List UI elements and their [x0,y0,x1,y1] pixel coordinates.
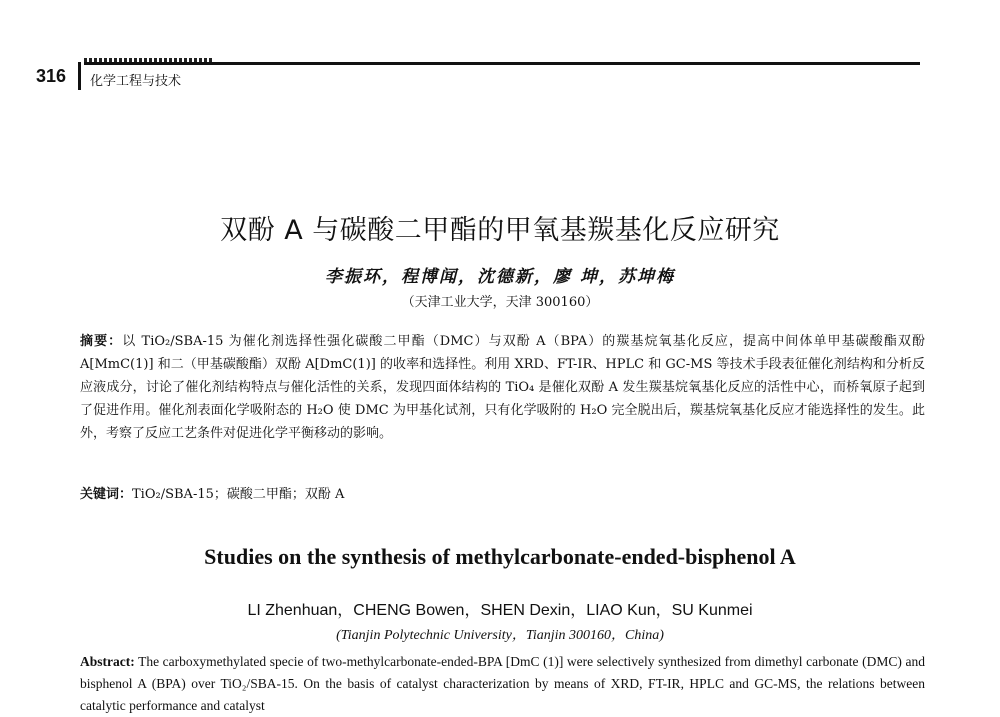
keywords-cn-label: 关键词： [80,487,133,502]
keywords-cn [80,483,344,502]
paper-title-en: Studies on the synthesis of methylcarbonate-ended-bisphenol A [204,544,796,569]
page-number-divider [78,62,81,90]
authors-en: LI Zhenhuan，CHENG Bowen，SHEN Dexin，LIAO Kun，SU Kunmei [247,602,753,619]
abstract-cn [80,330,925,445]
affiliation-cn: （天津工业大学，天津 300160） [401,295,599,310]
abstract-en-label: Abstract: [80,654,135,669]
header-rule [84,62,920,65]
abstract-en-text: The carboxymethylated specie of two-methylcarbonate-ended-BPA [DmC (1)] were selectively synthesized from dimethyl carbonate (DMC) and bisphenol A (BPA) over TiO₂/SBA-15. On the basis of catalyst characterization by means of XRD, FT-IR, HPLC and GC-MS, the relations between catalytic performance and catalyst [80,654,925,713]
affiliation-en: (Tianjin Polytechnic University，Tianjin 300160，China) [336,628,664,643]
authors-cn: 李振环，程博闻，沈德新，廖 坤，苏坤梅 [325,267,675,287]
page-number: 316 [36,66,67,86]
keywords-cn-text: TiO₂/SBA-15；碳酸二甲酯；双酚 A [132,487,345,502]
abstract-cn-label: 摘要： [80,334,123,349]
abstract-en [80,651,925,717]
abstract-cn-text: 以 TiO₂/SBA-15 为催化剂选择性强化碳酸二甲酯（DMC）与双酚 A（BPA）的羰基烷氧基化反应，提高中间体单甲基碳酸酯双酚 A[MmC(1)] 和二（甲基碳酸酯）双酚 A[DmC(1)] 的收率和选择性。利用 XRD、FT-IR、HPLC 和 GC-MS 等技术手段表征催化剂结构和分析反应液成分，讨论了催化剂结构特点与催化活性的关系，发现四面体结构的 TiO₄ 是催化双酚 A 发生羰基烷氧基化反应的活性中心，而桥氧原子起到了促进作用。催化剂表面化学吸附态的 H₂O 使 DMC 为甲基化试剂，只有化学吸附的 H₂O 完全脱出后，羰基烷氧基化反应才能选择性的发生。此外，考察了反应工艺条件对促进化学平衡移动的影响。 [80,334,925,441]
journal-name: 化学工程与技术 [90,74,182,89]
paper-title-cn: 双酚 A 与碳酸二甲酯的甲氧基羰基化反应研究 [220,215,780,246]
